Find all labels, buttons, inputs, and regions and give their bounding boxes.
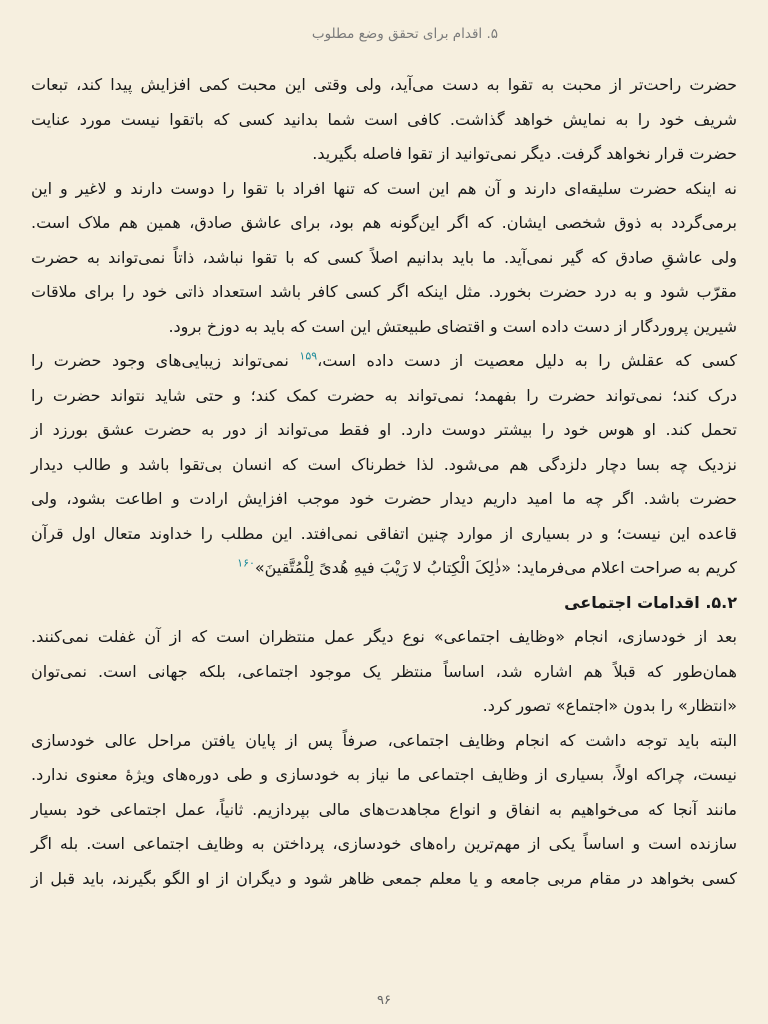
text-line: حضرت راحت‌تر از محبت به تقوا به دست می‌آید، ولی وقتی این محبت کمی افزایش پیدا کند، تبعات: [31, 75, 737, 94]
text-line: حضرت قرار نخواهد گرفت. دیگر نمی‌توانید از تقوا فاصله بگیرید.: [312, 144, 737, 163]
text-line: کسی که عقلش را به دلیل معصیت از دست داده است،$^{۱۵۹}$ نمی‌تواند زیبایی‌های وجود حضرت را: [31, 349, 738, 370]
text-line: سازنده است و اساساً یکی از مهم‌ترین راه‌های خودسازی، پرداختن به وظایف اجتماعی است. بله اگر: [31, 834, 737, 853]
text-line: کسی بخواهد در مقام مربی جامعه و یا معلم جمعی ظاهر شود و دیگران از او الگو بگیرند، باید قبل از: [31, 868, 737, 888]
text-line: «انتظار» را بدون «اجتماع» تصور کرد.: [482, 696, 737, 715]
text-line: بعد از خودسازی، انجام «وظایف اجتماعی» نوع دیگر عمل منتظران است که از آن غفلت نمی‌کنند.: [31, 627, 737, 646]
text-line: مقرّب شود و به درد حضرت بخورد. مثل اینکه اگر کسی کافر باشد استعداد ذاتی خود را برای ملاقات: [31, 282, 737, 301]
text-line: شیرین پروردگار از دست داده است و اقتضای طبیعتش این است که باید به دوزخ برود.: [168, 316, 737, 336]
text-line: ولی عاشقِ صادق که گیر نمی‌آید. ما باید بدانیم اصلاً کسی که با تقوا نباشد، ذاتاً نمی‌تواند به حضرت: [31, 247, 737, 267]
text-line: شریف خود را به نمایش خواهد گذاشت. کافی است شما بدانید کسی که باتقوا نیست مورد عنایت: [31, 109, 737, 129]
text-line: نه اینکه حضرت سلیقه‌ای دارند و آن هم این است که تنها افراد با تقوا را دوست دارند و لاغیر و این: [31, 178, 737, 198]
text-line: همان‌طور که قبلاً هم اشاره شد، اساساً منتظر یک موجود اجتماعی، بلکه جهانی است. نمی‌توان: [31, 661, 737, 681]
text-line: تحمل کند. او هوس خود را بیشتر دوست دارد. او فقط می‌تواند از دور به حضرت عشق بورزد از: [31, 420, 737, 439]
text-line: نزدیک چه بسا دچار دلزدگی هم می‌شود. لذا خطرناک است که انسان بی‌تقوا باشد و طالب دیدار: [31, 454, 737, 474]
section-heading: ۵.۲. اقدامات اجتماعی: [564, 592, 737, 612]
text-line: درک کند؛ نمی‌تواند حضرت را بفهمد؛ نمی‌تواند به حضرت کمک کند؛ و حتی شاید نتواند حضرت را: [31, 385, 737, 405]
text-line: البته باید توجه داشت که انجام وظایف اجتماعی، صرفاً پس از پایان یافتن مراحل عالی خودسازی: [31, 730, 737, 750]
body-text: [31, 68, 737, 896]
footnote-ref-160[interactable]: ۱۶۰: [237, 556, 255, 570]
page-number: ۹۶: [377, 993, 391, 1008]
footnote-ref-159[interactable]: ۱۵۹: [299, 349, 318, 363]
running-header: ۵. اقدام برای تحقق وضع مطلوب: [311, 26, 498, 42]
text-line: کریم به صراحت اعلام می‌فرماید: «ذٰلِکَ الْکِتابُ لا رَیْبَ فیهِ هُدیً لِلْمُتَّقینَ»$^{۱۶۰}$: [237, 556, 737, 577]
text-line: نیست، چراکه اولاً، بسیاری از وظایف اجتماعی ما نیاز به خودسازی و طی دوره‌های ویژۀ معنوی ندارد.: [31, 765, 737, 784]
text-line: برمی‌گردد به ذوق شخصی ایشان. که اگر این‌گونه هم بود، برای عاشق صادق، همین هم ملاک است.: [31, 213, 737, 232]
text-line: حضرت باشد. اگر چه ما امید داریم دیدار حضرت خود موجب افزایش ارادت و اطاعت بشود، ولی: [31, 489, 737, 508]
text-line: مانند آنجا که می‌خواهیم به انفاق و انواع مجاهدت‌های مالی بپردازیم. ثانیاً، عمل اجتماعی خود بسیار: [31, 799, 737, 819]
text-line: قاعده این نیست؛ و در بسیاری از موارد چنین اتفاقی نمی‌افتد. این مطلب را خداوند متعال اول قرآن: [31, 523, 737, 543]
